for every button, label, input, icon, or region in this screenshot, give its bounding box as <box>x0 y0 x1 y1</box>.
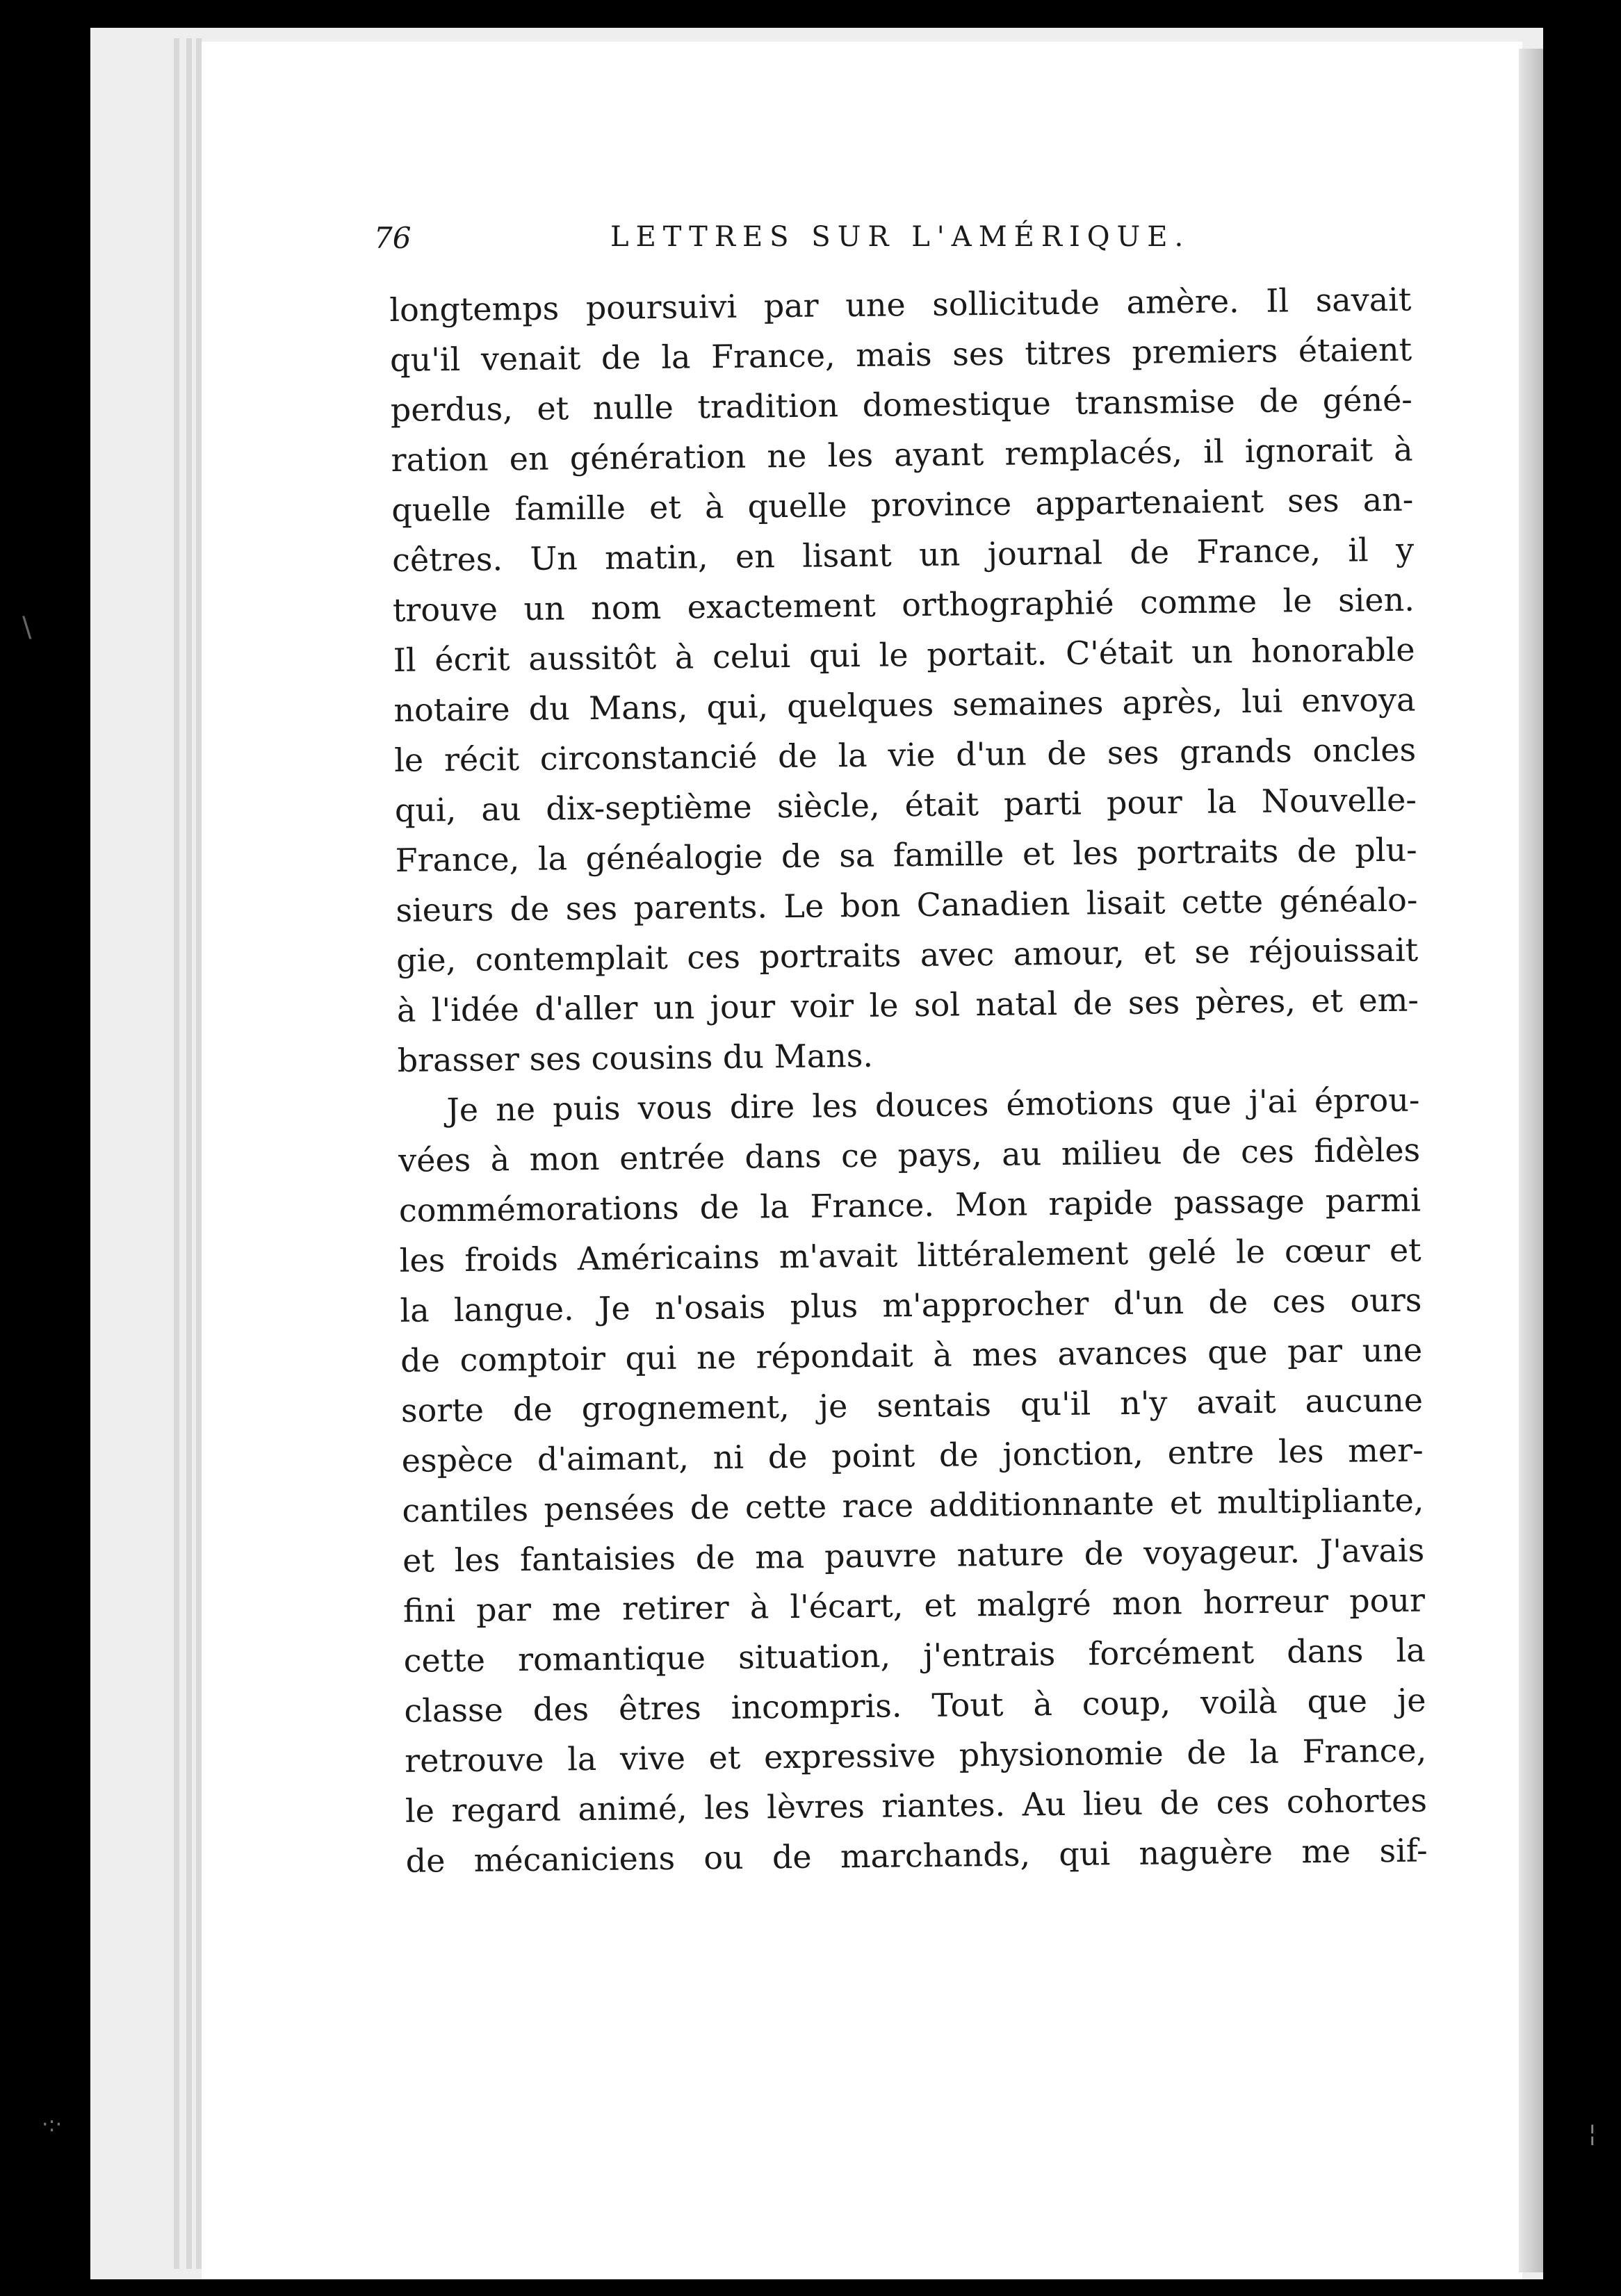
text-line: ration en génération ne les ayant remplacés, il ignorait à <box>391 430 1413 479</box>
text-line: brasser ses cousins du Mans. <box>397 1036 874 1079</box>
text-line: les froids Américains m'avait littéralement gelé le cœur et <box>399 1231 1422 1279</box>
text-line: retrouve la vive et expressive physionomie de la France, <box>404 1731 1427 1780</box>
running-title: LETTRES SUR L'AMÉRIQUE. <box>610 221 1191 253</box>
page-edge <box>174 38 179 2269</box>
text-line: vées à mon entrée dans ce pays, au milieu de ces fidèles <box>398 1131 1421 1179</box>
text-line: sieurs de ses parents. Le bon Canadien lisait cette généalo- <box>396 880 1418 929</box>
text-line: trouve un nom exactement orthographié comme le sien. <box>392 580 1415 629</box>
text-line: notaire du Mans, qui, quelques semaines après, lui envoya <box>393 680 1416 729</box>
text-line: cêtres. Un matin, en lisant un journal de France, il y <box>391 530 1415 579</box>
page-edge <box>196 38 202 2269</box>
page-number: 76 <box>374 221 412 255</box>
text-line: cette romantique situation, j'entrais forcément dans la <box>403 1631 1426 1680</box>
text-line: Je ne puis vous dire les douces émotions que j'ai éprou- <box>446 1081 1420 1129</box>
text-line: cantiles pensées de cette race additionnante et multipliante, <box>402 1481 1424 1530</box>
text-line: espèce d'aimant, ni de point de jonction, entre les mer- <box>401 1431 1424 1479</box>
text-line: qu'il venait de la France, mais ses titres premiers étaient <box>389 330 1412 379</box>
text-line: de mécaniciens ou de marchands, qui naguère me sif- <box>405 1831 1428 1880</box>
text-line: fini par me retirer à l'écart, et malgré mon horreur pour <box>402 1581 1426 1630</box>
text-line: le récit circonstancié de la vie d'un de ses grands oncles <box>393 730 1417 779</box>
text-line: France, la généalogie de sa famille et les portraits de plu- <box>395 830 1417 879</box>
text-line: classe des êtres incompris. Tout à coup, voilà que je <box>404 1681 1426 1730</box>
text-line: perdus, et nulle tradition domestique transmise de géné- <box>390 380 1413 429</box>
text-line: Il écrit aussitôt à celui qui le portait. C'était un honorable <box>393 630 1415 679</box>
text-line: le regard animé, les lèvres riantes. Au lieu de ces cohortes <box>405 1781 1428 1830</box>
text-line: de comptoir qui ne répondait à mes avances que par une <box>400 1331 1423 1379</box>
page-text <box>389 274 1429 2015</box>
text-line: et les fantaisies de ma pauvre nature de voyageur. J'avais <box>402 1531 1425 1580</box>
page-edge <box>186 38 192 2269</box>
text-line: la langue. Je n'osais plus m'approcher d'un de ces ours <box>400 1281 1422 1329</box>
scan-speck: ·:· <box>42 2113 63 2137</box>
scan-speck: ¦ <box>1588 2119 1597 2147</box>
scan-speck: \ <box>22 612 32 643</box>
text-line: commémorations de la France. Mon rapide passage parmi <box>398 1181 1422 1229</box>
text-line: à l'idée d'aller un jour voir le sol natal de ses pères, et em- <box>396 981 1419 1029</box>
text-line: longtemps poursuivi par une sollicitude amère. Il savait <box>389 280 1412 329</box>
text-line: sorte de grognement, je sentais qu'il n'y avait aucune <box>400 1381 1424 1429</box>
text-line: qui, au dix-septième siècle, était parti pour la Nouvelle- <box>394 780 1417 829</box>
page-header <box>374 221 1208 270</box>
text-line: gie, contemplait ces portraits avec amour, et se réjouissait <box>396 930 1419 979</box>
page-gutter-shadow <box>1519 49 1543 2272</box>
text-line: quelle famille et à quelle province appartenaient ses an- <box>391 480 1414 529</box>
